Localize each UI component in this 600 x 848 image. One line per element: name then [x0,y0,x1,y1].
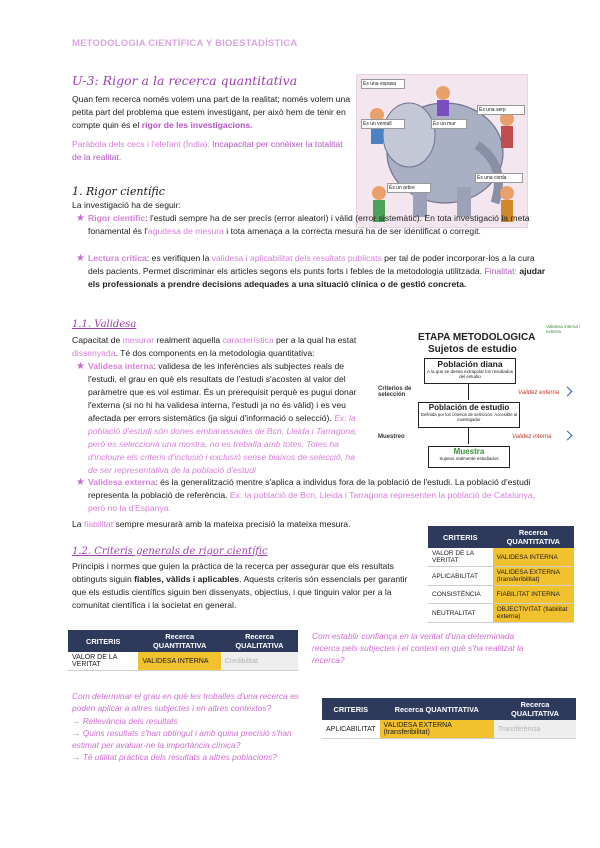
bubble-4: És un mur [431,119,467,129]
blue-arrow-icon [563,387,573,397]
aplicabilitat-question: Com determinar el grau en què les troballes d'una recerca es poden aplicar a altres subjectes i en altres contextos? [72,691,299,713]
section1-intro: La investigació ha de seguir: [72,200,181,210]
bubble-6: És un arbre [387,183,431,193]
table-row: CONSISTÈNCIA FIABILITAT INTERNA [428,586,574,604]
list-item: → Quins resultats s'han obtingut i amb quina precisió s'han estimat per avaluar-ne la importància clínica? [72,728,292,750]
confianca-note: Com establir confiança en la veritat d'una determinada recerca pels subjectes i el context en què s'ha realitzat la recerca? [312,631,524,665]
intro-highlight: rigor de les investigacions. [141,120,253,130]
intro-paragraph: Quan fem recerca només volem una part de la realitat; només volem una petita part del problema que estem investigant, per això hem de tenir en compte quin és el rigor de les investigacions. [72,94,351,130]
table-row: APLICABILITAT VALIDESA EXTERNA (transferibilitat) [428,567,574,586]
table3-header-criteris: CRITERIS [322,698,380,720]
unit-title: U-3: Rigor a la recerca quantitativa [72,73,298,88]
methodology-diagram [378,324,581,470]
bullet-lectura: ★ Lectura crítica: es verifiquen la validesa i aplicabilitat dels resultats publicats per tal de poder incorporar-los a la cura dels pacients. Permet discriminar els articles segons els punts forts i febles de la metodologia utilitzada. Finalitat: ajudar els professionals a prendre decisions adequades a una situació clínica o de gestió concreta. [76,253,546,289]
fiabilitat-line: La fiabilitat sempre mesurarà amb la mateixa precisió la mateixa mesura. [72,519,351,529]
table-row: NEUTRALITAT OBJECTIVITAT (fiabilitat externa) [428,604,574,623]
list-item: → Té utilitat pràctica dels resultats a altres poblacions? [72,752,277,762]
bullet-star-icon: ★ [76,361,85,372]
table-row: VALOR DE LA VERITAT VALIDESA INTERNA [428,548,574,567]
diagram-subtitle: Sujetos de estudio [428,344,517,355]
bullet-star-icon: ★ [76,477,85,488]
bubble-2: És una serp [477,105,525,115]
table1-header-quant: Recerca QUANTITATIVA [493,526,574,548]
box-poblacion-estudio: Población de estudio Definida por los criterios de selección. Accesible al investigador [418,402,520,428]
table-row: VALOR DE LA VERITAT VALIDESA INTERNA Credibilitat [68,652,298,671]
box-poblacion-diana: Población diana A la que se desea extrapolar los resultados del estudio [424,358,516,384]
validesa-definition: Capacitat de mesurar realment aquella característica per a la qual ha estat dissenyada. Té dos components en la metodologia quantitativa: [72,335,357,358]
section11-title: 1.1. Validesa [72,319,137,330]
criteria-table-aplicabilitat [322,698,576,739]
bullet-star-icon: ★ [76,213,85,224]
bullet-rigor: ★ Rigor científic: l'estudi sempre ha de ser precís (error aleatori) i vàlid (error sistemàtic). En tota investigació la meta fonamental és l'agudesa de mesura i tota amenaça a la correcta mesura ha de ser identificat o corregit. [76,213,530,236]
elephant-illustration [356,74,528,228]
list-item: → Rellevància dels resultats [72,716,178,726]
bullet-validesa-externa: ★ Validesa externa: és la generalització mentre s'aplica a individus fora de la població de l'estudi. La població d'estudi representa la població de referència. Ex: la població de Bcn, Lleida i Tarragona representen la població de Catalunya, però no la d'Espanya. [76,477,536,513]
elephant-drawing [357,75,527,227]
label-validez-externa: Validez externa [518,390,560,396]
table2-header-criteris: CRITERIS [68,630,138,652]
table3-header-qual: Recerca QUALITATIVA [494,698,576,720]
section1-title: 1. Rigor científic [72,185,165,198]
criteria-table-quantitative [428,526,574,623]
label-muestreo: Muestreo [378,434,405,440]
table3-header-quant: Recerca QUANTITATIVA [380,698,494,720]
bullet-star-icon: ★ [76,253,85,264]
arrow-1 [468,384,469,400]
blue-arrow-icon [563,431,573,441]
bullet-validesa-interna: ★ Validesa interna: validesa de les inferències als subjectes reals de l'estudi, el grau en què els resultats de l'estudi s'acosten al valor del paràmetre que es vol estimar. És un prerequisit perquè es pugui donar l'externa (si no hi ha validesa interna, l'estudi ja no és vàlid) i es veu afectada per errors sistemàtics (ja sigui d'informació o selecció). Ex: la població d'estudi són dones embarassades de Bcn, Lleida i Tarragona, però es selecciona una mostra, no es treballa amb totes. Totes ha d'incloure els criteris d'inclusió i exclusió sense biaixos de selecció, ha de ser representativa de la població d'estudi [76,361,358,475]
section12-title: 1.2. Criteris generals de rigor científic [72,546,268,557]
table2-header-qual: Recerca QUALITATIVA [221,630,298,652]
table-row: APLICABILITAT VALIDESA EXTERNA (transferibilitat) Transferència [322,720,576,739]
box-muestra: Muestra Sujetos realmente estudiados [428,446,510,468]
section12-paragraph: Principis i normes que guien la pràctica de la recerca per assegurar que els resultats obtinguts siguin fiables, vàlids i aplicables. Aquests criteris són essencials per garantir que els estudis científics siguin ben dissenyats, objectius, i que tinguin valor per a la comunitat científica i la societat en general. [72,561,408,610]
document-header: METODOLOGIA CIENTÍFICA Y BIOESTADÍSTICA [72,38,298,49]
label-criterios: Criterios de selección [378,386,412,398]
label-validez-interna: Validez interna [512,434,552,440]
criteria-table-veritat [68,630,298,671]
parable-paragraph: Paràbola dels cecs i l'elefant (Índia): Incapacitat per conèixer la totalitat de la realitat. [72,139,343,162]
arrow-2 [468,428,469,444]
bubble-1: És una espasa [361,79,405,89]
bubble-5: És una corda [475,173,523,183]
bubble-3: És un ventall [361,119,405,129]
question-items [72,715,304,763]
table1-header-criteris: CRITERIS [428,526,493,548]
diagram-corner-note: Validesa interna i externa [546,324,581,334]
diagram-title: ETAPA METODOLOGICA [418,332,536,343]
table2-header-quant: Recerca QUANTITATIVA [138,630,220,652]
